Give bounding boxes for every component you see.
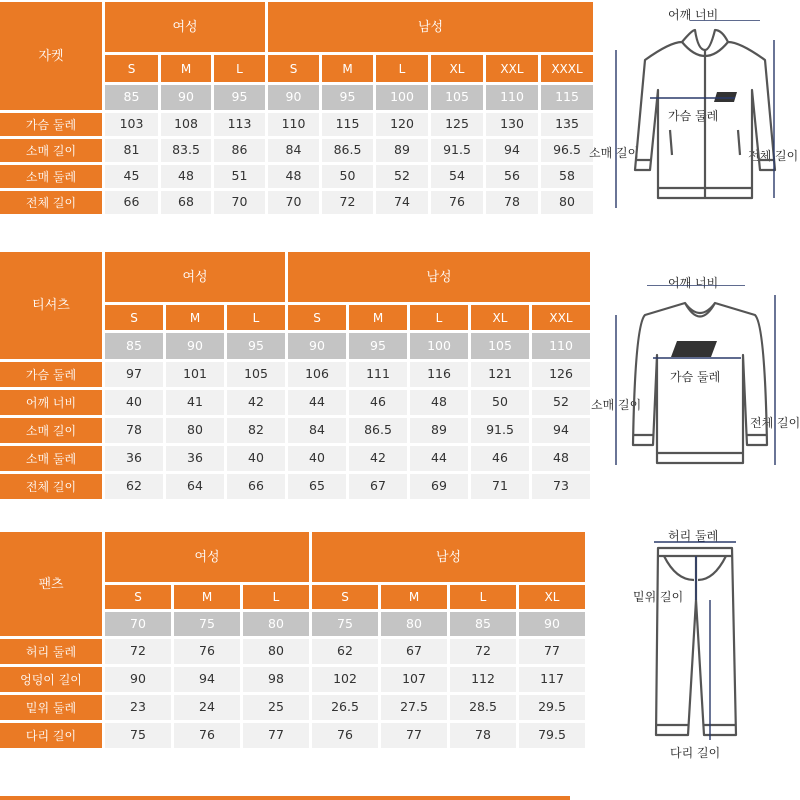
size-number: 85: [105, 333, 163, 359]
table-cell: 79.5: [519, 723, 585, 748]
row-label: 가슴 둘레: [0, 113, 102, 136]
table-cell: 94: [486, 139, 538, 162]
table-cell: 50: [322, 165, 373, 188]
size-number: 90: [166, 333, 224, 359]
pants-icon: [640, 540, 750, 745]
table-cell: 67: [381, 639, 447, 664]
size-header: S: [268, 55, 319, 82]
category-header: 자켓: [0, 2, 102, 110]
row-label: 어깨 너비: [0, 390, 102, 415]
pants-rise-label: 밑위 길이: [633, 590, 684, 604]
table-cell: 84: [268, 139, 319, 162]
table-cell: 103: [105, 113, 158, 136]
size-number: 105: [471, 333, 529, 359]
size-header: L: [450, 585, 516, 609]
size-header: S: [288, 305, 346, 330]
size-header: S: [105, 305, 163, 330]
size-number: 100: [376, 85, 428, 110]
size-header: S: [105, 55, 158, 82]
size-number: 80: [243, 612, 309, 636]
table-cell: 97: [105, 362, 163, 387]
table-cell: 76: [174, 723, 240, 748]
table-cell: 28.5: [450, 695, 516, 720]
table-cell: 82: [227, 418, 285, 443]
table-cell: 40: [227, 446, 285, 471]
tshirt-shoulder-label: 어깨 너비: [668, 276, 719, 290]
table-cell: 78: [486, 191, 538, 214]
table-cell: 130: [486, 113, 538, 136]
table-cell: 66: [227, 474, 285, 499]
table-cell: 51: [214, 165, 265, 188]
table-cell: 23: [105, 695, 171, 720]
table-cell: 29.5: [519, 695, 585, 720]
size-number: 90: [161, 85, 211, 110]
table-cell: 69: [410, 474, 468, 499]
size-header: L: [410, 305, 468, 330]
table-cell: 40: [105, 390, 163, 415]
row-label: 전체 길이: [0, 191, 102, 214]
table-cell: 110: [268, 113, 319, 136]
row-label: 허리 둘레: [0, 639, 102, 664]
category-header: 티셔츠: [0, 252, 102, 359]
row-label: 전체 길이: [0, 474, 102, 499]
table-cell: 45: [105, 165, 158, 188]
row-label: 소매 둘레: [0, 165, 102, 188]
row-label: 소매 길이: [0, 418, 102, 443]
table-cell: 94: [174, 667, 240, 692]
table-cell: 125: [431, 113, 483, 136]
table-cell: 36: [166, 446, 224, 471]
table-cell: 78: [450, 723, 516, 748]
size-number: 110: [486, 85, 538, 110]
next-table-header-partial: [0, 796, 570, 800]
table-cell: 89: [410, 418, 468, 443]
table-cell: 42: [349, 446, 407, 471]
size-number: 90: [519, 612, 585, 636]
table-cell: 120: [376, 113, 428, 136]
table-cell: 78: [105, 418, 163, 443]
table-cell: 77: [243, 723, 309, 748]
size-header: XL: [431, 55, 483, 82]
table-cell: 70: [214, 191, 265, 214]
table-cell: 135: [541, 113, 593, 136]
pants-leg-label: 다리 길이: [670, 746, 721, 760]
table-cell: 86.5: [349, 418, 407, 443]
women-group-header: 여성: [105, 532, 309, 582]
size-number: 95: [322, 85, 373, 110]
table-cell: 54: [431, 165, 483, 188]
table-cell: 80: [243, 639, 309, 664]
table-cell: 58: [541, 165, 593, 188]
table-cell: 90: [105, 667, 171, 692]
men-group-header: 남성: [268, 2, 593, 52]
table-cell: 36: [105, 446, 163, 471]
tshirt-chest-label: 가슴 둘레: [670, 370, 721, 384]
table-cell: 102: [312, 667, 378, 692]
table-cell: 98: [243, 667, 309, 692]
table-cell: 74: [376, 191, 428, 214]
table-cell: 72: [450, 639, 516, 664]
size-number: 105: [431, 85, 483, 110]
size-number: 95: [214, 85, 265, 110]
size-header: L: [214, 55, 265, 82]
size-number: 110: [532, 333, 590, 359]
table-cell: 126: [532, 362, 590, 387]
table-cell: 62: [105, 474, 163, 499]
table-cell: 91.5: [471, 418, 529, 443]
size-header: XXL: [532, 305, 590, 330]
tshirt-length-label: 전체 길이: [750, 416, 800, 430]
table-cell: 81: [105, 139, 158, 162]
table-cell: 27.5: [381, 695, 447, 720]
size-header: M: [349, 305, 407, 330]
table-cell: 111: [349, 362, 407, 387]
size-number: 85: [450, 612, 516, 636]
table-cell: 72: [105, 639, 171, 664]
women-group-header: 여성: [105, 252, 285, 302]
size-header: XL: [519, 585, 585, 609]
men-group-header: 남성: [288, 252, 590, 302]
row-label: 가슴 둘레: [0, 362, 102, 387]
table-cell: 40: [288, 446, 346, 471]
size-header: S: [312, 585, 378, 609]
table-cell: 46: [471, 446, 529, 471]
table-cell: 77: [381, 723, 447, 748]
table-cell: 42: [227, 390, 285, 415]
table-cell: 113: [214, 113, 265, 136]
tshirt-icon: [605, 285, 795, 475]
table-cell: 56: [486, 165, 538, 188]
size-header: XXL: [486, 55, 538, 82]
row-label: 다리 길이: [0, 723, 102, 748]
table-cell: 101: [166, 362, 224, 387]
size-number: 90: [288, 333, 346, 359]
table-cell: 80: [541, 191, 593, 214]
size-header: M: [161, 55, 211, 82]
row-label: 밑위 둘레: [0, 695, 102, 720]
jacket-icon: [610, 20, 800, 215]
size-header: L: [376, 55, 428, 82]
table-cell: 52: [532, 390, 590, 415]
size-number: 85: [105, 85, 158, 110]
table-cell: 121: [471, 362, 529, 387]
category-header: 팬츠: [0, 532, 102, 636]
size-number: 70: [105, 612, 171, 636]
table-cell: 106: [288, 362, 346, 387]
table-cell: 44: [410, 446, 468, 471]
size-header: M: [166, 305, 224, 330]
table-cell: 41: [166, 390, 224, 415]
table-cell: 52: [376, 165, 428, 188]
table-cell: 70: [268, 191, 319, 214]
table-cell: 73: [532, 474, 590, 499]
row-label: 소매 길이: [0, 139, 102, 162]
table-cell: 44: [288, 390, 346, 415]
size-header: XXXL: [541, 55, 593, 82]
size-number: 115: [541, 85, 593, 110]
table-cell: 107: [381, 667, 447, 692]
size-number: 95: [227, 333, 285, 359]
jacket-shoulder-label: 어깨 너비: [668, 8, 719, 22]
table-cell: 67: [349, 474, 407, 499]
table-cell: 84: [288, 418, 346, 443]
table-cell: 62: [312, 639, 378, 664]
tshirt-sleeve-label: 소매 길이: [591, 398, 642, 412]
size-header: L: [227, 305, 285, 330]
size-header: M: [322, 55, 373, 82]
table-cell: 75: [105, 723, 171, 748]
size-number: 90: [268, 85, 319, 110]
table-cell: 96.5: [541, 139, 593, 162]
table-cell: 48: [410, 390, 468, 415]
table-cell: 91.5: [431, 139, 483, 162]
size-header: M: [174, 585, 240, 609]
table-cell: 66: [105, 191, 158, 214]
table-cell: 105: [227, 362, 285, 387]
size-number: 100: [410, 333, 468, 359]
jacket-sleeve-label: 소매 길이: [589, 146, 640, 160]
table-cell: 94: [532, 418, 590, 443]
size-header: S: [105, 585, 171, 609]
table-cell: 86.5: [322, 139, 373, 162]
table-cell: 71: [471, 474, 529, 499]
table-cell: 115: [322, 113, 373, 136]
size-number: 75: [312, 612, 378, 636]
size-header: L: [243, 585, 309, 609]
table-cell: 83.5: [161, 139, 211, 162]
table-cell: 76: [431, 191, 483, 214]
table-cell: 48: [268, 165, 319, 188]
table-cell: 72: [322, 191, 373, 214]
table-cell: 86: [214, 139, 265, 162]
table-cell: 89: [376, 139, 428, 162]
table-cell: 64: [166, 474, 224, 499]
size-number: 95: [349, 333, 407, 359]
row-label: 엉덩이 길이: [0, 667, 102, 692]
table-cell: 76: [174, 639, 240, 664]
men-group-header: 남성: [312, 532, 585, 582]
table-cell: 48: [161, 165, 211, 188]
table-cell: 65: [288, 474, 346, 499]
table-cell: 112: [450, 667, 516, 692]
row-label: 소매 둘레: [0, 446, 102, 471]
table-cell: 80: [166, 418, 224, 443]
size-number: 80: [381, 612, 447, 636]
table-cell: 117: [519, 667, 585, 692]
size-header: XL: [471, 305, 529, 330]
women-group-header: 여성: [105, 2, 265, 52]
table-cell: 108: [161, 113, 211, 136]
jacket-chest-label: 가슴 둘레: [668, 109, 719, 123]
table-cell: 76: [312, 723, 378, 748]
table-cell: 25: [243, 695, 309, 720]
pants-waist-label: 허리 둘레: [668, 529, 719, 543]
table-cell: 46: [349, 390, 407, 415]
table-cell: 24: [174, 695, 240, 720]
size-number: 75: [174, 612, 240, 636]
table-cell: 116: [410, 362, 468, 387]
table-cell: 48: [532, 446, 590, 471]
table-cell: 68: [161, 191, 211, 214]
table-cell: 77: [519, 639, 585, 664]
table-cell: 50: [471, 390, 529, 415]
table-cell: 26.5: [312, 695, 378, 720]
size-header: M: [381, 585, 447, 609]
jacket-length-label: 전체 길이: [748, 149, 799, 163]
